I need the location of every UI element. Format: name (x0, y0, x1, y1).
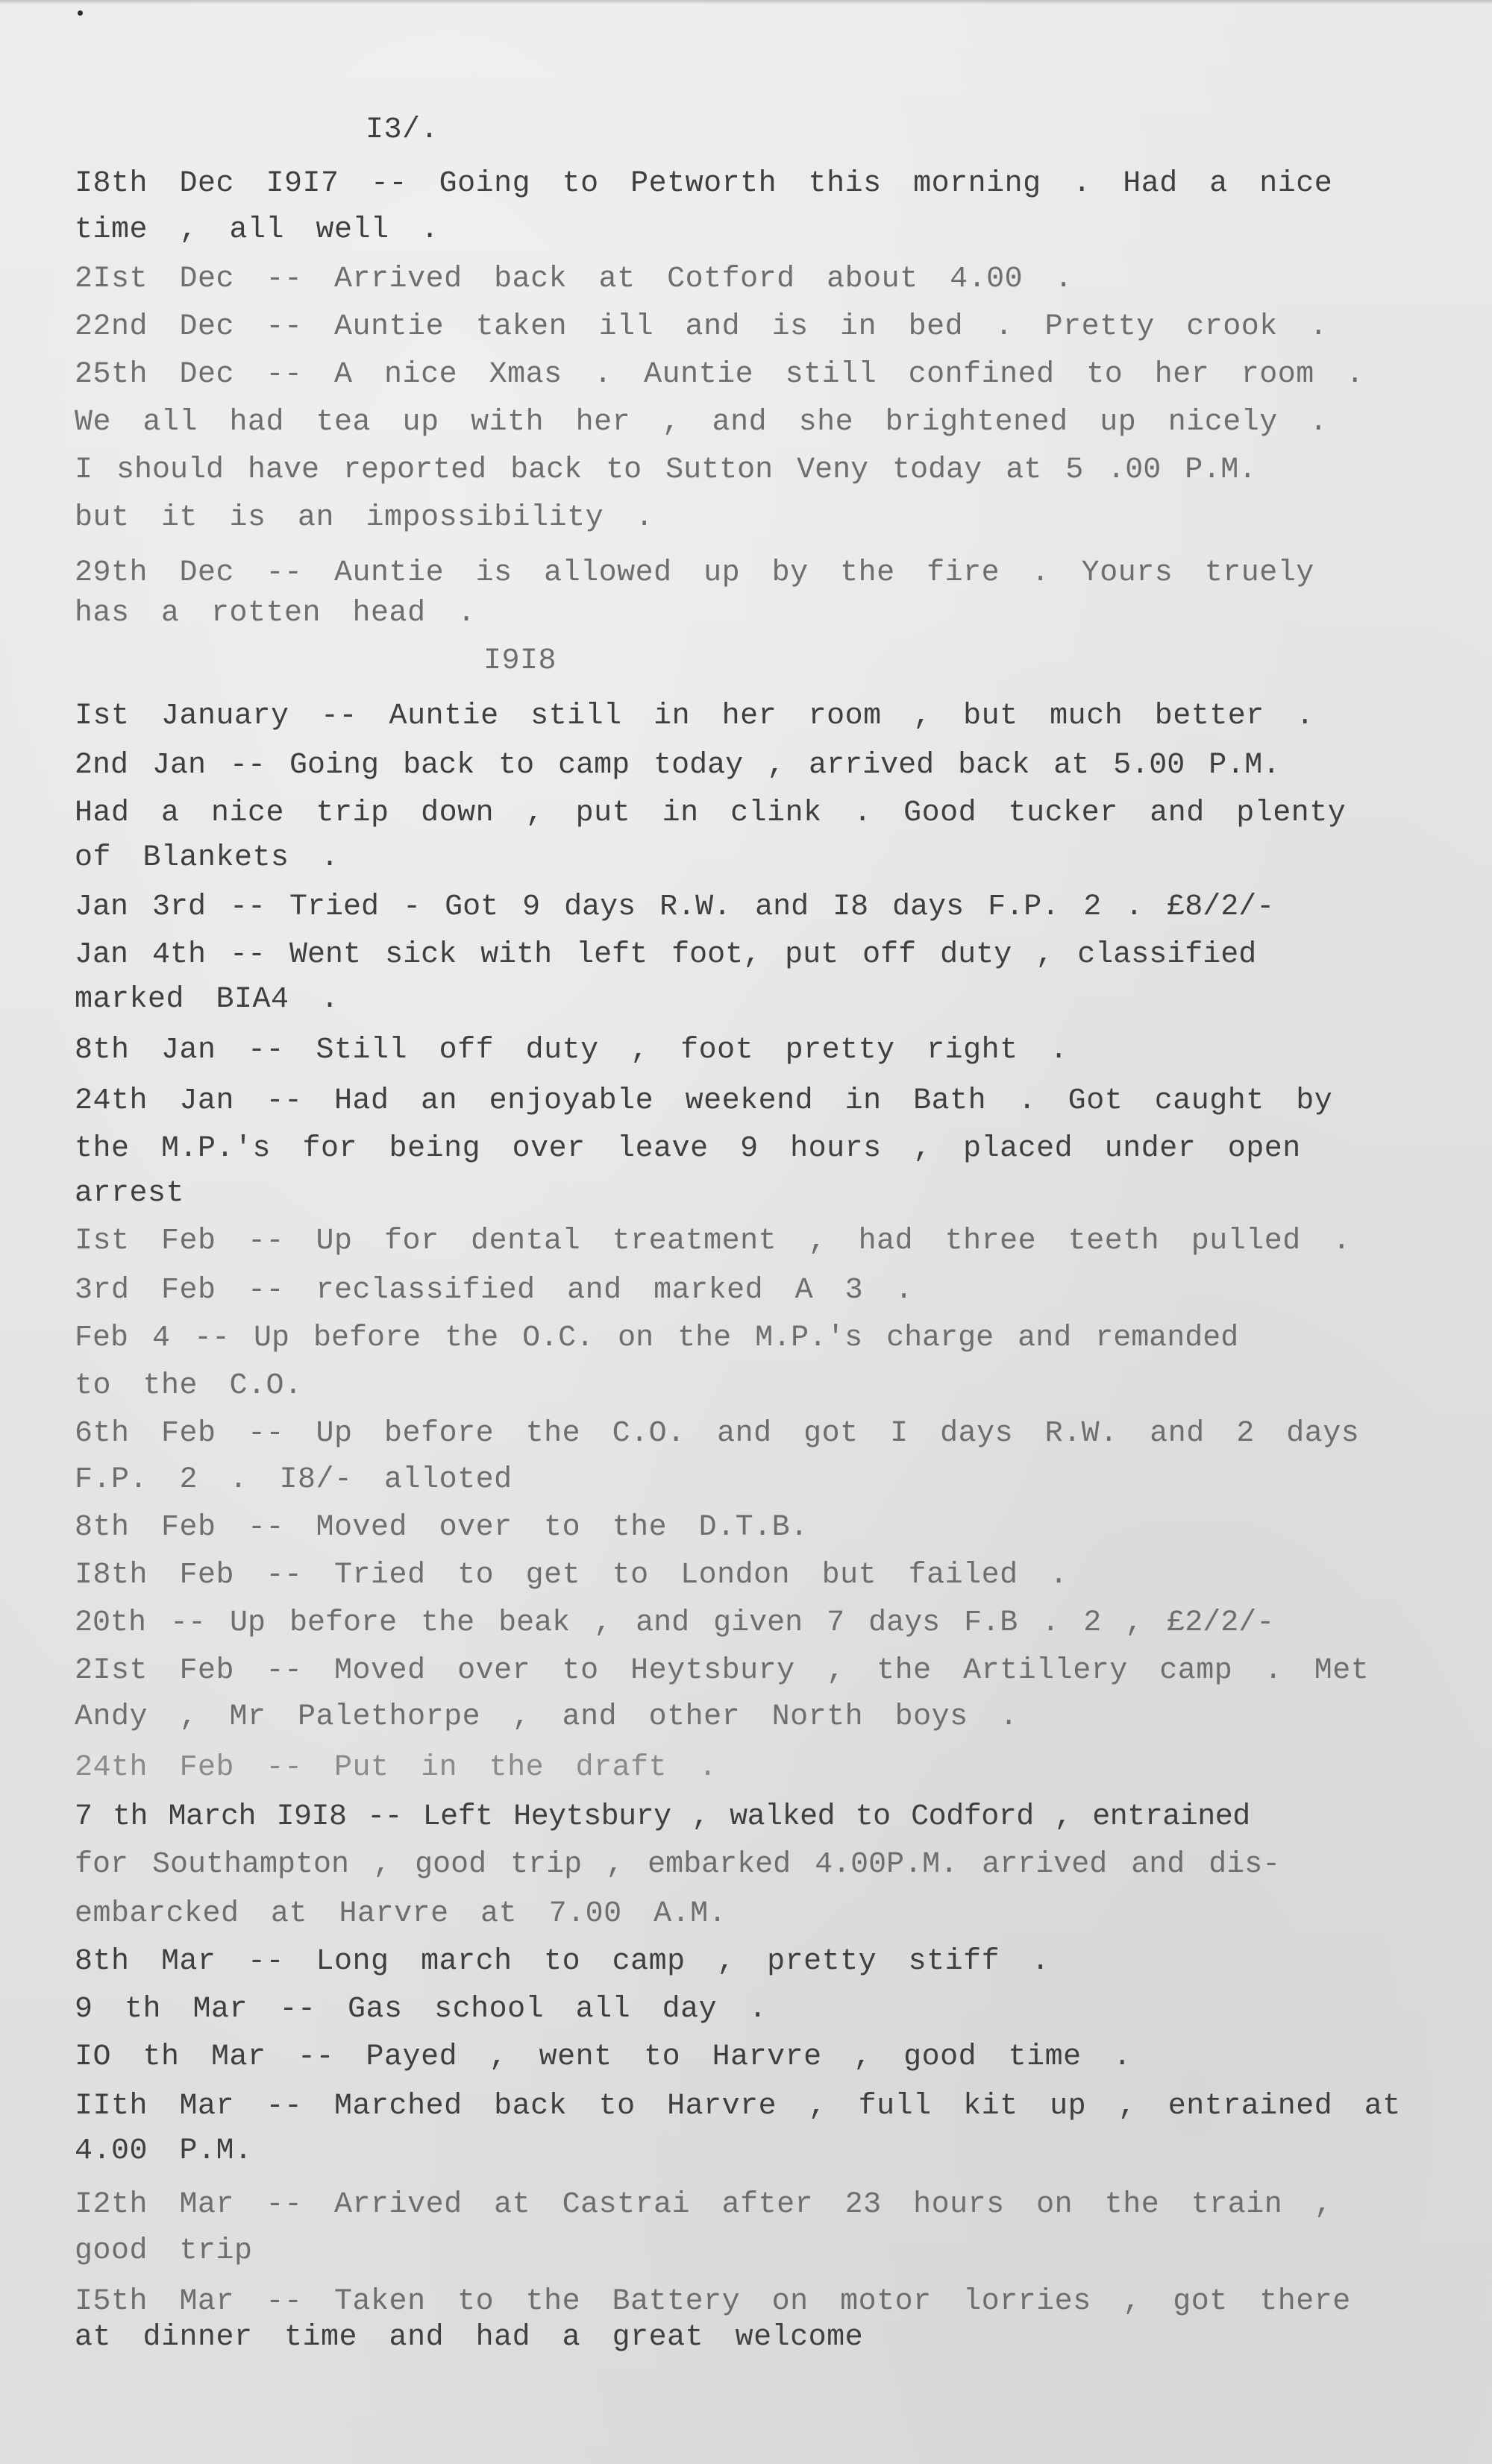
diary-line: 8th Feb -- Moved over to the D.T.B. (75, 1511, 809, 1544)
diary-line: 25th Dec -- A nice Xmas . Auntie still confined to her room . (75, 358, 1364, 392)
diary-line: I should have reported back to Sutton Veny today at 5 .00 P.M. (75, 453, 1257, 487)
diary-line: Feb 4 -- Up before the O.C. on the M.P.'s charge and remanded (75, 1321, 1239, 1355)
diary-line: 7 th March I9I8 -- Left Heytsbury , walked to Codford , entrained (75, 1800, 1250, 1834)
diary-line: 29th Dec -- Auntie is allowed up by the fire . Yours truely (75, 556, 1314, 590)
page-number: I3/. (366, 113, 439, 147)
diary-line: to the C.O. (75, 1369, 303, 1403)
diary-line: 8th Mar -- Long march to camp , pretty stiff . (75, 1945, 1050, 1979)
diary-line: of Blankets . (75, 841, 339, 875)
diary-line: 3rd Feb -- reclassified and marked A 3 . (75, 1274, 914, 1307)
diary-line: I5th Mar -- Taken to the Battery on motor lorries , got there (75, 2285, 1351, 2319)
diary-line: Andy , Mr Palethorpe , and other North boys . (75, 1700, 1018, 1734)
diary-line: 2Ist Dec -- Arrived back at Cotford about 4.00 . (75, 263, 1073, 296)
diary-line: I8th Dec I9I7 -- Going to Petworth this morning . Had a nice (75, 167, 1333, 201)
diary-line: I2th Mar -- Arrived at Castrai after 23 hours on the train , (75, 2188, 1333, 2222)
diary-line: Ist January -- Auntie still in her room , but much better . (75, 700, 1314, 733)
diary-line: We all had tea up with her , and she brightened up nicely . (75, 406, 1328, 439)
diary-line: marked BIA4 . (75, 983, 339, 1016)
diary-line: 22nd Dec -- Auntie taken ill and is in bed . Pretty crook . (75, 310, 1328, 344)
page-top-edge (0, 0, 1492, 4)
diary-line: 2nd Jan -- Going back to camp today , arrived back at 5.00 P.M. (75, 749, 1281, 782)
diary-line: for Southampton , good trip , embarked 4.00P.M. arrived and dis- (75, 1848, 1281, 1882)
diary-line: 4.00 P.M. (75, 2134, 253, 2168)
diary-line: 9 th Mar -- Gas school all day . (75, 1993, 768, 2026)
diary-line: time , all well . (75, 213, 439, 247)
diary-line: IO th Mar -- Payed , went to Harvre , good time . (75, 2040, 1132, 2074)
diary-line: arrest (75, 1177, 185, 1210)
ink-speck (78, 10, 83, 16)
diary-line: 2Ist Feb -- Moved over to Heytsbury , the Artillery camp . Met (75, 1654, 1370, 1688)
diary-line: 6th Feb -- Up before the C.O. and got I days R.W. and 2 days (75, 1417, 1360, 1451)
year-heading: I9I8 (483, 644, 557, 678)
diary-line: 8th Jan -- Still off duty , foot pretty right . (75, 1034, 1068, 1067)
diary-line: 24th Jan -- Had an enjoyable weekend in Bath . Got caught by (75, 1084, 1333, 1118)
diary-line: the M.P.'s for being over leave 9 hours , placed under open (75, 1132, 1301, 1166)
diary-line: Had a nice trip down , put in clink . Good tucker and plenty (75, 796, 1347, 830)
diary-line: 24th Feb -- Put in the draft . (75, 1751, 718, 1785)
diary-line: but it is an impossibility . (75, 501, 654, 535)
diary-line: I8th Feb -- Tried to get to London but failed . (75, 1559, 1068, 1592)
diary-line: embarcked at Harvre at 7.00 A.M. (75, 1897, 727, 1931)
diary-line: IIth Mar -- Marched back to Harvre , full kit up , entrained at (75, 2090, 1401, 2123)
diary-line: Jan 4th -- Went sick with left foot, put off duty , classified (75, 938, 1257, 972)
diary-line: good trip (75, 2234, 253, 2268)
diary-line: has a rotten head . (75, 597, 476, 630)
diary-line: Jan 3rd -- Tried - Got 9 days R.W. and I8 days F.P. 2 . £8/2/- (75, 890, 1275, 924)
diary-line: at dinner time and had a great welcome (75, 2321, 864, 2354)
diary-line: 20th -- Up before the beak , and given 7 days F.B . 2 , £2/2/- (75, 1606, 1275, 1640)
diary-line: F.P. 2 . I8/- alloted (75, 1463, 513, 1497)
diary-line: Ist Feb -- Up for dental treatment , had three teeth pulled . (75, 1225, 1351, 1258)
